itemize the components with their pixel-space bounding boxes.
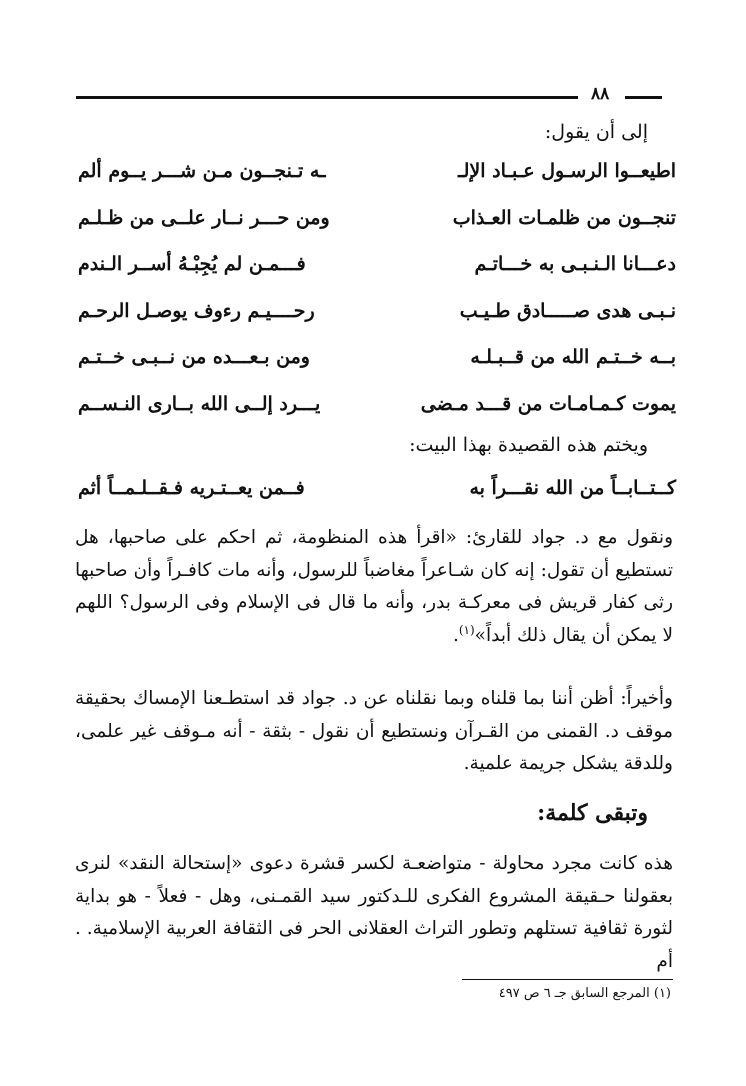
verse [70,300,676,347]
footnote-rule [462,979,673,980]
verse-first-hemistich: اطيعــوا الرسـول عـبـاد الإلـ [458,160,676,182]
final-verse [70,477,676,517]
verse-second-hemistich: ومن بـعـــده من نــبـى خــتـم [78,346,310,368]
header-rule-short [625,96,662,99]
verse-first-hemistich: يموت كـمـامـات من قـــد مـضى [420,392,676,415]
verse-second-hemistich: رحــــيـم رءوف يوصـل الرحـم [78,299,315,322]
verse-second-hemistich: ومن حـــر نــار علــى من ظـلـم [78,206,330,229]
paragraph: وأخيراً: أظن أننا بما قلناه وبما نقلناه عن د. جواد قد استطـعنا الإمساك بحقيقة موقف د. القمنى من القـرآن ونستطيع أن نقول - بثقة - أنه مـوقف غير علمى، وللدقة يشكل جريمة علمية. [75,688,673,774]
verse-first-hemistich: نـبـى هدى صـــــادق طـيـب [459,299,676,322]
verse [70,160,676,207]
section-heading: وتبقى كلمة: [537,800,648,826]
header-rule-long [76,96,578,99]
verse [70,207,676,254]
footnote-reference: (١) [458,622,475,637]
verse-second-hemistich: ـه تـنجــون مـن شـــر يــوم ألم [78,160,326,182]
paragraph-text: ونقول مع د. جواد للقارئ: «اقرأ هذه المنظومة، ثم احكم على صاحبها، هل تستطيع أن تقول: إنه كان شـاعراً مغاضباً للرسول، وأنه مات كافـراً وأن صاحبها رثى كفار قريش فى معركـة بدر، وأنه ما قال فى الإسلام وفى الرسول؟ اللهم لا يمكن أن يقال ذلك أبداً» [75,527,674,646]
verse-first-hemistich: دعـــانا الـنـبـى به خـــاتـم [474,253,676,275]
verse [70,393,676,440]
verse [70,346,676,393]
verse-first-hemistich: بــه خــتـم الله من قــبـلـه [470,346,676,368]
verse-second-hemistich: يـــرد إلــى الله بــارى النـســم [78,392,321,415]
paragraph [75,522,673,652]
paragraph: هذه كانت مجرد محاولة - متواضعـة لكسر قشرة دعوى «إستحالة النقد» لنرى بعقولنا حـقيقة المشروع الفكرى للـدكتور سيد القمـنى، وهل - فعلاً - هو بداية لثورة ثقافية تستلهم وتطور التراث العقلانى الحر فى الثقافة العربية الإسلامية. . أم [75,853,673,972]
verse-first-hemistich: تنجــون من ظلمـات العـذاب [452,206,676,229]
page-number: ٨٨ [591,84,610,104]
verse-second-hemistich: فـــمـن لم يُجِبْـهُ أســر الـندم [78,253,306,275]
transition-line: ويختم هذه القصيدة بهذا البيت: [409,434,648,456]
footnote: (١) المرجع السابق جـ ٦ ص ٤٩٧ [498,986,671,1001]
verse [70,253,676,300]
poem [70,160,676,439]
paragraph-end: . [452,624,459,646]
verse-first-hemistich: كــتــابــاً من الله نقـــراً به [469,477,676,499]
verse-second-hemistich: فــمن يعــتـريه فـقــلـمــاً أثم [78,477,305,499]
intro-line: إلى أن يقول: [544,121,648,143]
